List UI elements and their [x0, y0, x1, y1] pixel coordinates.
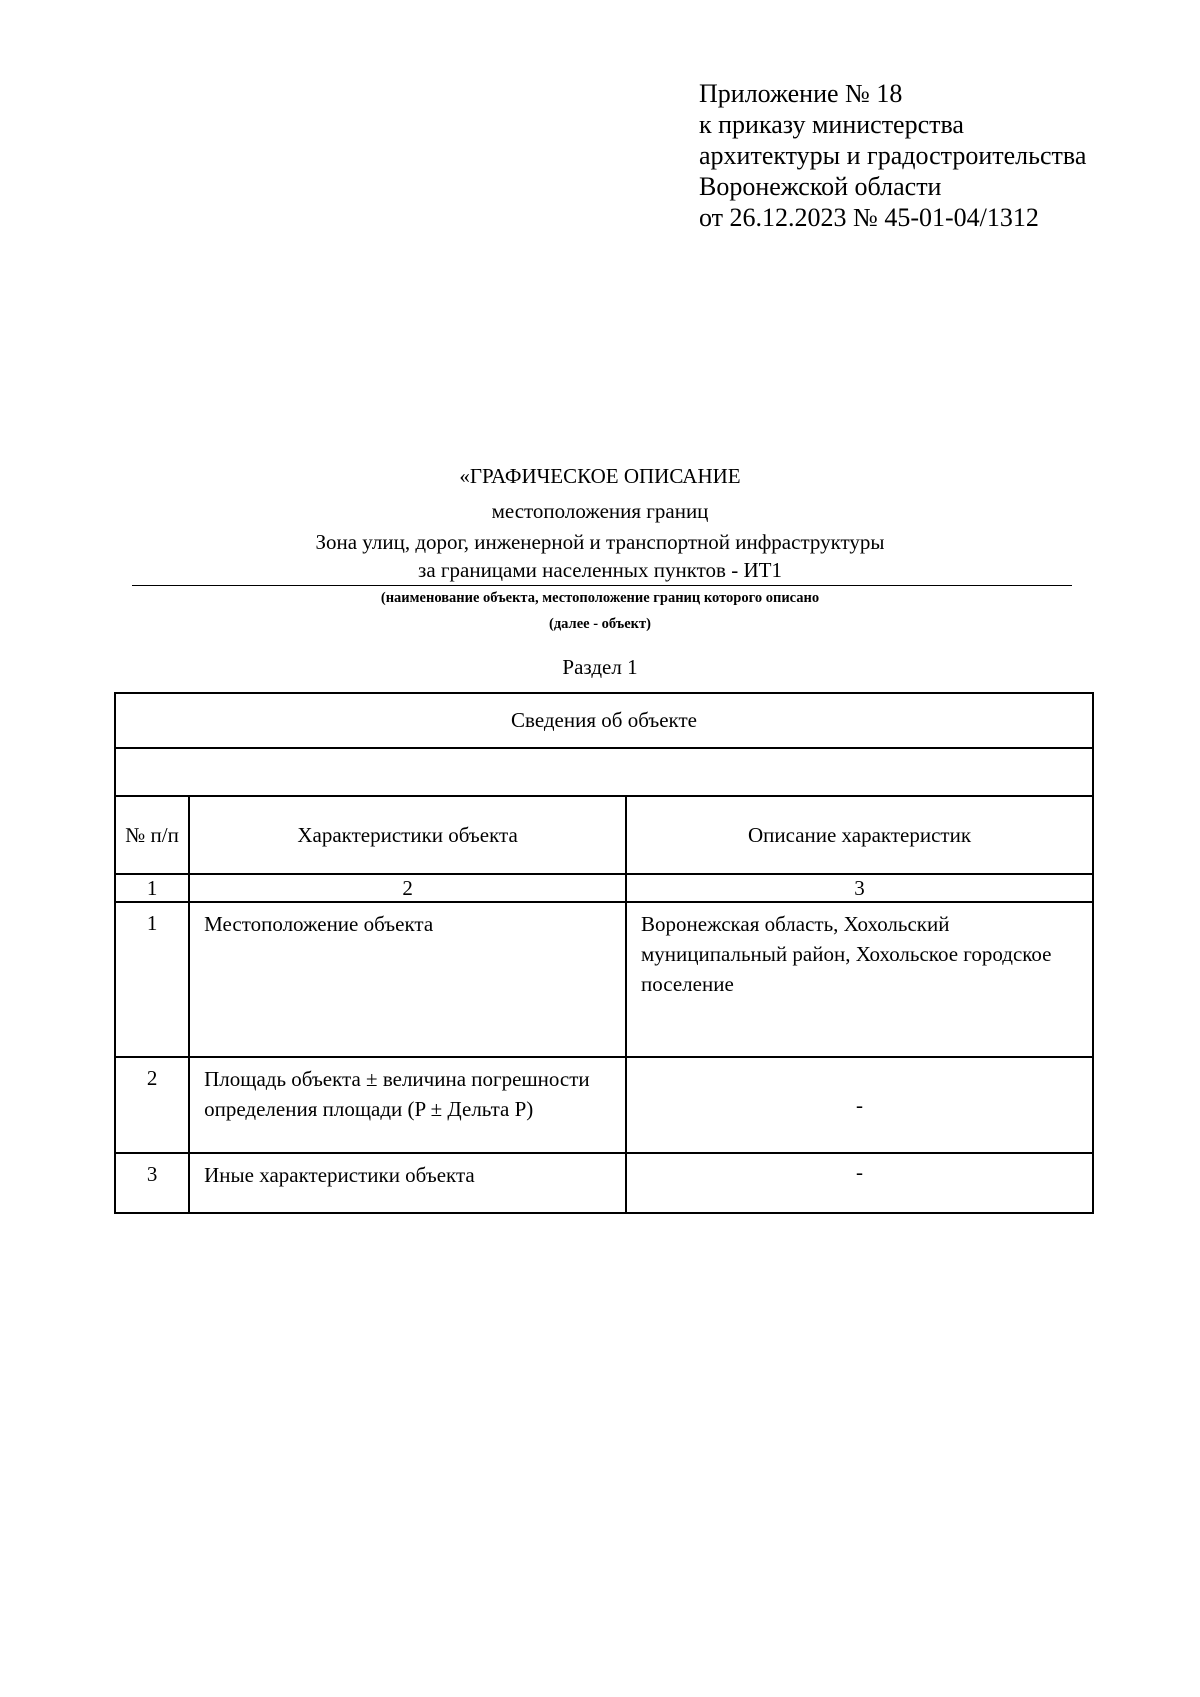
table-row [115, 902, 1093, 1057]
table-title: Сведения об объекте [115, 693, 1093, 748]
object-name-underline [132, 585, 1072, 586]
column-number: 1 [115, 874, 189, 902]
row-characteristic: Иные характеристики объекта [189, 1153, 626, 1213]
table-row [115, 1153, 1093, 1213]
row-num: 1 [115, 902, 189, 1057]
table-header-row [115, 796, 1093, 874]
appendix-line: от 26.12.2023 № 45-01-04/1312 [699, 203, 1039, 232]
header-characteristic: Характеристики объекта [189, 796, 626, 874]
column-number: 2 [189, 874, 626, 902]
object-name-line1: Зона улиц, дорог, инженерной и транспортной инфраструктуры [315, 530, 885, 554]
title-heading: «ГРАФИЧЕСКОЕ ОПИСАНИЕ [459, 464, 741, 488]
header-description: Описание характеристик [626, 796, 1093, 874]
column-number: 3 [626, 874, 1093, 902]
row-num: 3 [115, 1153, 189, 1213]
object-info-table [114, 692, 1094, 1214]
header-num: № п/п [115, 796, 189, 874]
appendix-line: Воронежской области [699, 172, 942, 201]
table-row [115, 1057, 1093, 1153]
appendix-line: Приложение № 18 [699, 79, 903, 108]
column-numbers-row [115, 874, 1093, 902]
row-characteristic: Местоположение объекта [189, 902, 626, 1057]
object-name-line2: за границами населенных пунктов - ИТ1 [418, 558, 782, 582]
caption-line2: (далее - объект) [549, 616, 651, 632]
appendix-header [699, 78, 1086, 233]
row-num: 2 [115, 1057, 189, 1153]
row-description: Воронежская область, Хохольский муниципальный район, Хохольское городское поселение [626, 902, 1093, 1057]
row-characteristic: Площадь объекта ± величина погрешности определения площади (P ± Дельта P) [189, 1057, 626, 1153]
row-description: - [626, 1153, 1093, 1213]
appendix-line: к приказу министерства [699, 110, 964, 139]
title-subheading: местоположения границ [491, 499, 709, 523]
table-empty-cell [115, 748, 1093, 796]
caption-line1: (наименование объекта, местоположение границ которого описано [380, 590, 820, 606]
table-title-row [115, 693, 1093, 748]
table-empty-row [115, 748, 1093, 796]
section-title: Раздел 1 [562, 655, 638, 679]
appendix-line: архитектуры и градостроительства [699, 141, 1087, 170]
row-description: - [626, 1057, 1093, 1153]
